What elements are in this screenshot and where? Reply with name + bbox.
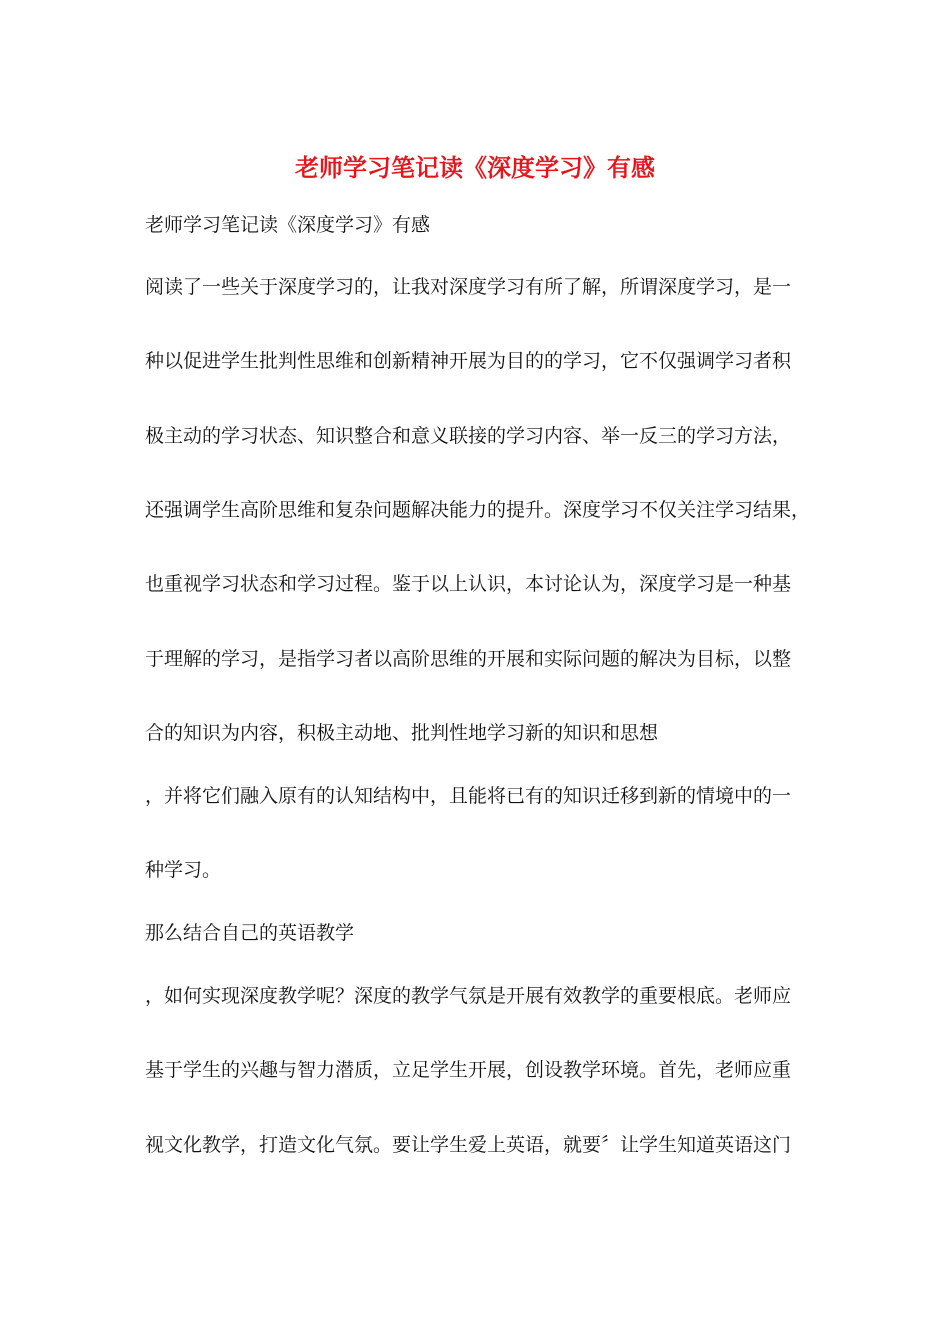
document-title: 老师学习笔记读《深度学习》有感 — [295, 153, 655, 182]
body-line: 那么结合自己的英语教学 — [145, 922, 355, 944]
body-line: ，并将它们融入原有的认知结构中，且能将已有的知识迁移到新的情境中的一 — [145, 785, 792, 807]
body-line: 种以促进学生批判性思维和创新精神开展为目的的学习，它不仅强调学习者积 — [145, 350, 792, 372]
body-line: 也重视学习状态和学习过程。鉴于以上认识，本讨论认为，深度学习是一种基 — [145, 573, 792, 595]
document-subtitle: 老师学习笔记读《深度学习》有感 — [145, 214, 431, 236]
body-line: 还强调学生高阶思维和复杂问题解决能力的提升。深度学习不仅关注学习结果， — [145, 499, 811, 521]
body-line: 阅读了一些关于深度学习的，让我对深度学习有所了解，所谓深度学习，是一 — [145, 276, 792, 298]
body-line: ，如何实现深度教学呢？深度的教学气氛是开展有效教学的重要根底。老师应 — [145, 985, 792, 1007]
body-line: 极主动的学习状态、知识整合和意义联接的学习内容、举一反三的学习方法， — [145, 425, 792, 447]
body-line: 视文化教学，打造文化气氛。要让学生爱上英语，就要〞让学生知道英语这门 — [145, 1134, 792, 1156]
body-line: 基于学生的兴趣与智力潜质，立足学生开展，创设教学环境。首先，老师应重 — [145, 1059, 792, 1081]
body-line: 合的知识为内容，积极主动地、批判性地学习新的知识和思想 — [145, 722, 659, 744]
body-line: 于理解的学习，是指学习者以高阶思维的开展和实际问题的解决为目标，以整 — [145, 648, 792, 670]
body-line: 种学习。 — [145, 859, 222, 881]
